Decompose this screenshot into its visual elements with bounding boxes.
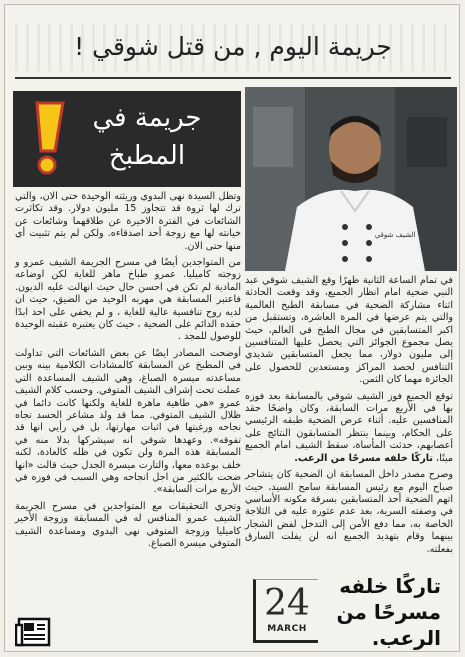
date-month: MARCH <box>267 624 307 634</box>
chef-illustration <box>245 87 457 271</box>
paragraph: وتجري التحقيقات مع المتواجدين في مسرح الجريمة الشيف عمرو المنافس له في المسابقة وزوجة الأخير كاميليا وزوجة المتوفي نهى البدوي ومساعدة الشيف المتوفي ميسرة الصباغ. <box>15 500 241 549</box>
paragraph: وتظل السيدة نهى البدوي وريثته الوحيدة حتى الان، والتي ترك لها ثروة قد تتجاوز 15 مليون دولار. وقد تكاثرت الشائعات في الفترة الاخيرة عن طلاقهما وشائعات عن خيانته لها مع زوجة أحد اصدقاءه. ولكن لم يتم تثبيت أي منها حتى الان. <box>15 191 241 252</box>
paragraph: في تمام الساعة الثانية ظهرًا وقع الشيف شوقي عبد النبي ضحية امام انظار الجميع، وقد وقعت الحادثة اثناء مشاركة الضحية في مسابقة الطبخ العالمية والتي يتم عرضها في المرة العاشرة، وتستقبل من اكبر المتسابقين في مجال الطبخ في العالم، حيث يصل مجموع الجوائز التي يحصل عليها المتنافسين إلى مليون دولار، مما يجعل المتسابقين شديدي التنافس لحصد المراكز ومستعدين للحصول على الجائزة مهما كان الثمن. <box>245 275 453 386</box>
newspaper-page <box>4 4 460 652</box>
paragraph-text: توقع الجميع فوز الشيف شوقي بالمسابقة بعد فوزه بها في الأربع مرات السابقة، وكان واضحًا حقد المنافسين عليه. أثناء عرض الضحية طبقه الرئيسي على الحكام، وبينما ينتظر المتسابقون النتائج على أعصابهم، حدثت المأساة، سقط الشيف امام الجميع ميتًا، <box>245 390 453 464</box>
paragraph: وصرح مصدر داخل المسابقة ان الضحية كان يتشاجر صباح اليوم مع رئيس المسابقة سامح السيد، حيث اتهم الضحية أحد المتسابقين بسرقة مكونه الأساسي في وصفته السرية، بعد عدم عثوره عليه في الثلاجة الخاصة به، مما دفع الأمن إلى التدخل لفض الشجار بينهما وقام بتهديد الجميع انه لن يفلت السارق بفعلته. <box>245 469 453 555</box>
exclamation-icon <box>23 99 71 179</box>
page-headline: جريمة اليوم , من قتل شوقي ! <box>15 23 451 71</box>
section-banner <box>13 91 241 187</box>
chef-photo <box>245 87 457 271</box>
bold-sentence: تاركًا خلفه مسرحًا من الرعب. <box>294 452 433 464</box>
banner-line-2: المطبخ <box>108 141 186 171</box>
banner-line-1: جريمة في <box>92 103 202 133</box>
banner-title <box>67 99 227 175</box>
pull-quote: تاركًا خلفه مسرحًا من الرعب. <box>336 574 441 650</box>
date-box <box>253 579 318 643</box>
newspaper-icon <box>15 617 51 647</box>
article-column-left <box>15 191 241 554</box>
paragraph: من المتواجدين أيضًا في مسرح الجريمة الشيف عمرو و زوجته كاميليا. عمرو طباخ ماهر للغاية لكن اوضاعه المادية لم تكن في احسن حال حيث انهالت عليه الديون. فاعتبر المسابقة هي مهربه الوحيد من الضيق، حيث ان لديه روح تنافسية عالية للغاية ، و لم يخفي على احد ابدًا حقده الدائم على الضحية ، حيث كان يعتبره عقبته الوحيدة للوصول للمجد . <box>15 257 241 343</box>
paragraph: أوضحت المصادر ايضًا عن بعض الشائعات التي تداولت في المطبخ عن المسابقة كالمشادات الكلامية بينه وبين مساعدته ميسرة الصباغ، وهي الشيف المساعدة التي عملت تحت إشراف الشيف المتوفي. وحسب كلام الشيف عمرو «هي طاهية ماهرة للغاية ولكنها كانت دائما في ظلال الشيف المتوفي. مما قد ولد مشاعر الحسد تجاه نجاحه ورغبتها في اثبات مهارتها، بل في رأيي انها قد تفوقه». وعهدها شوقي انه سيشركها بدلا منه في المسابقة هذه المرة ولن تكون في ظله كالعادة، لكنه خلف بوعده معها، والتارت ميسرة الجدل حيث قالت «انها ضحت بالكثير من اجل انجاحه وهي السبب في فوزه في الأربع مرات السابقة». <box>15 347 241 496</box>
date-and-quote <box>245 573 445 650</box>
jacket-label: الشيف شوقي <box>374 231 416 239</box>
headline-divider <box>15 77 451 79</box>
article-column-right <box>245 275 453 560</box>
paragraph <box>245 391 453 465</box>
date-day: 24 <box>264 583 310 624</box>
